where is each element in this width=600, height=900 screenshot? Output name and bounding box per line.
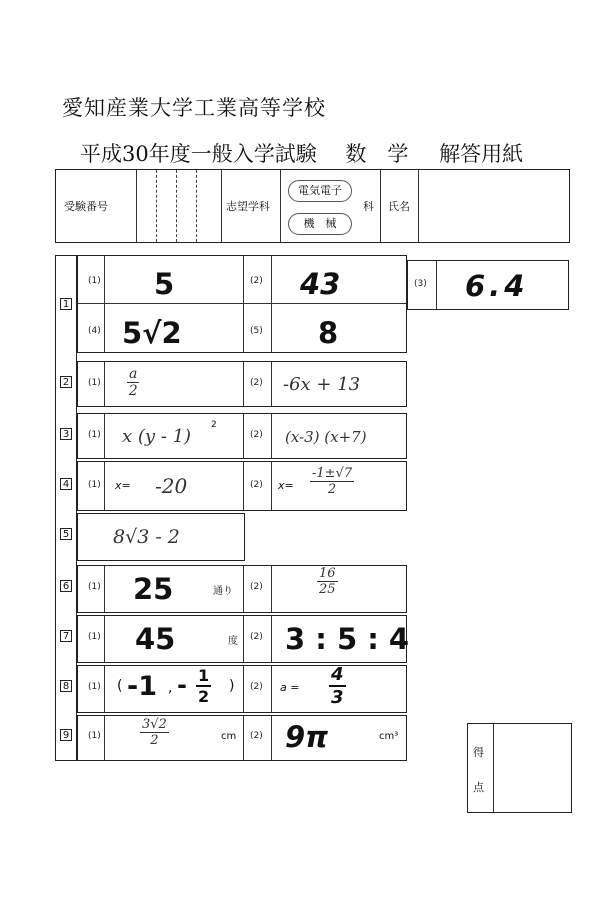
q7-2-answer: 3 : 5 : 4	[285, 622, 410, 656]
q2-2-answer: -6x + 13	[283, 374, 361, 395]
q8-1-label: (1)	[88, 682, 101, 692]
q7-1-answer: 45	[135, 622, 176, 656]
q6-2-answer: $\frac{16}{25}$	[319, 566, 336, 597]
exam-number-label: 受験番号	[64, 200, 108, 213]
q9-2-unit: cm³	[379, 731, 399, 742]
q9-2-answer: 9π	[285, 720, 329, 754]
q8-1-fraction: $\frac{1}{2}$	[198, 666, 210, 706]
q2-number: 2	[60, 376, 72, 388]
subject-title: 数 学	[345, 142, 409, 166]
q1-4-label: (4)	[88, 326, 101, 336]
q3-2-label: (2)	[250, 430, 263, 440]
q9-2-label: (2)	[250, 731, 263, 741]
q7-1-unit: 度	[228, 636, 238, 647]
q1-1-answer: 5	[154, 267, 175, 301]
q6-box	[77, 565, 407, 613]
q1-4-answer: 5√2	[122, 316, 182, 350]
q9-1-unit: cm	[221, 731, 237, 742]
q4-1-answer: -20	[155, 474, 188, 498]
exam-title-line	[80, 138, 523, 168]
q7-number: 7	[60, 630, 72, 642]
q8-1-comma: ,	[168, 680, 173, 696]
school-title: 愛知産業大学工業高等学校	[62, 96, 326, 120]
dept-suffix: 科	[363, 200, 374, 213]
q5-answer: 8√3 - 2	[113, 526, 180, 548]
q4-1-prefix: x=	[115, 479, 131, 492]
q8-1-paren-close: )	[229, 678, 235, 694]
sheet-title: 解答用紙	[439, 142, 524, 166]
exam-number-field[interactable]	[136, 170, 221, 242]
q3-1-superscript: 2	[211, 420, 217, 430]
q9-number: 9	[60, 729, 72, 741]
dept-option-mechanical[interactable]: 機 械	[288, 213, 352, 235]
q8-1-neg: -	[177, 671, 187, 699]
q1-1-label: (1)	[88, 276, 101, 286]
q6-number: 6	[60, 580, 72, 592]
q4-2-label: (2)	[250, 480, 263, 490]
score-label-top: 得	[473, 746, 484, 759]
q4-number: 4	[60, 478, 72, 490]
q8-1-x: -1	[127, 671, 157, 702]
name-label: 氏名	[388, 200, 410, 213]
q7-2-label: (2)	[250, 632, 263, 642]
q3-1-answer: x (y - 1)	[122, 426, 192, 447]
q6-1-unit: 通り	[213, 586, 233, 597]
header-form	[55, 169, 570, 243]
q3-number: 3	[60, 428, 72, 440]
q6-1-label: (1)	[88, 582, 101, 592]
score-field[interactable]	[494, 724, 571, 812]
q8-2-answer: $\frac{4}{3}$	[331, 664, 344, 708]
q1-2-label: (2)	[250, 276, 263, 286]
q1-3-label: (3)	[414, 279, 427, 289]
q6-1-answer: 25	[133, 572, 174, 606]
q1-2-answer: 43	[300, 267, 341, 301]
score-box	[467, 723, 572, 813]
q2-2-label: (2)	[250, 378, 263, 388]
q1-5-answer: 8	[318, 316, 339, 350]
q3-1-label: (1)	[88, 430, 101, 440]
q1-3-answer: 6.4	[465, 269, 529, 303]
q4-2-answer: $\frac{-1\pm√7}{2}$	[312, 466, 353, 497]
score-label-bottom: 点	[473, 781, 484, 794]
q8-1-paren-open: (	[117, 678, 123, 694]
q9-1-answer: $\frac{3√2}{2}$	[142, 717, 167, 748]
q8-2-label: (2)	[250, 682, 263, 692]
q4-2-prefix: x=	[278, 479, 294, 492]
q2-1-label: (1)	[88, 378, 101, 388]
q1-number: 1	[60, 298, 72, 310]
q6-2-label: (2)	[250, 582, 263, 592]
exam-title: 平成30年度一般入学試験	[80, 142, 317, 166]
q8-2-prefix: a =	[280, 681, 300, 694]
q8-number: 8	[60, 680, 72, 692]
q3-2-answer: (x-3) (x+7)	[285, 428, 367, 446]
q9-1-label: (1)	[88, 731, 101, 741]
name-field[interactable]	[418, 170, 568, 242]
q7-1-label: (1)	[88, 632, 101, 642]
dept-option-electric[interactable]: 電気電子	[288, 180, 352, 202]
q5-number: 5	[60, 528, 72, 540]
q4-1-label: (1)	[88, 480, 101, 490]
q9-box	[77, 715, 407, 761]
q1-5-label: (5)	[250, 326, 263, 336]
q2-1-answer: $\frac{a}{2}$	[128, 366, 138, 399]
dept-label: 志望学科	[226, 200, 270, 213]
